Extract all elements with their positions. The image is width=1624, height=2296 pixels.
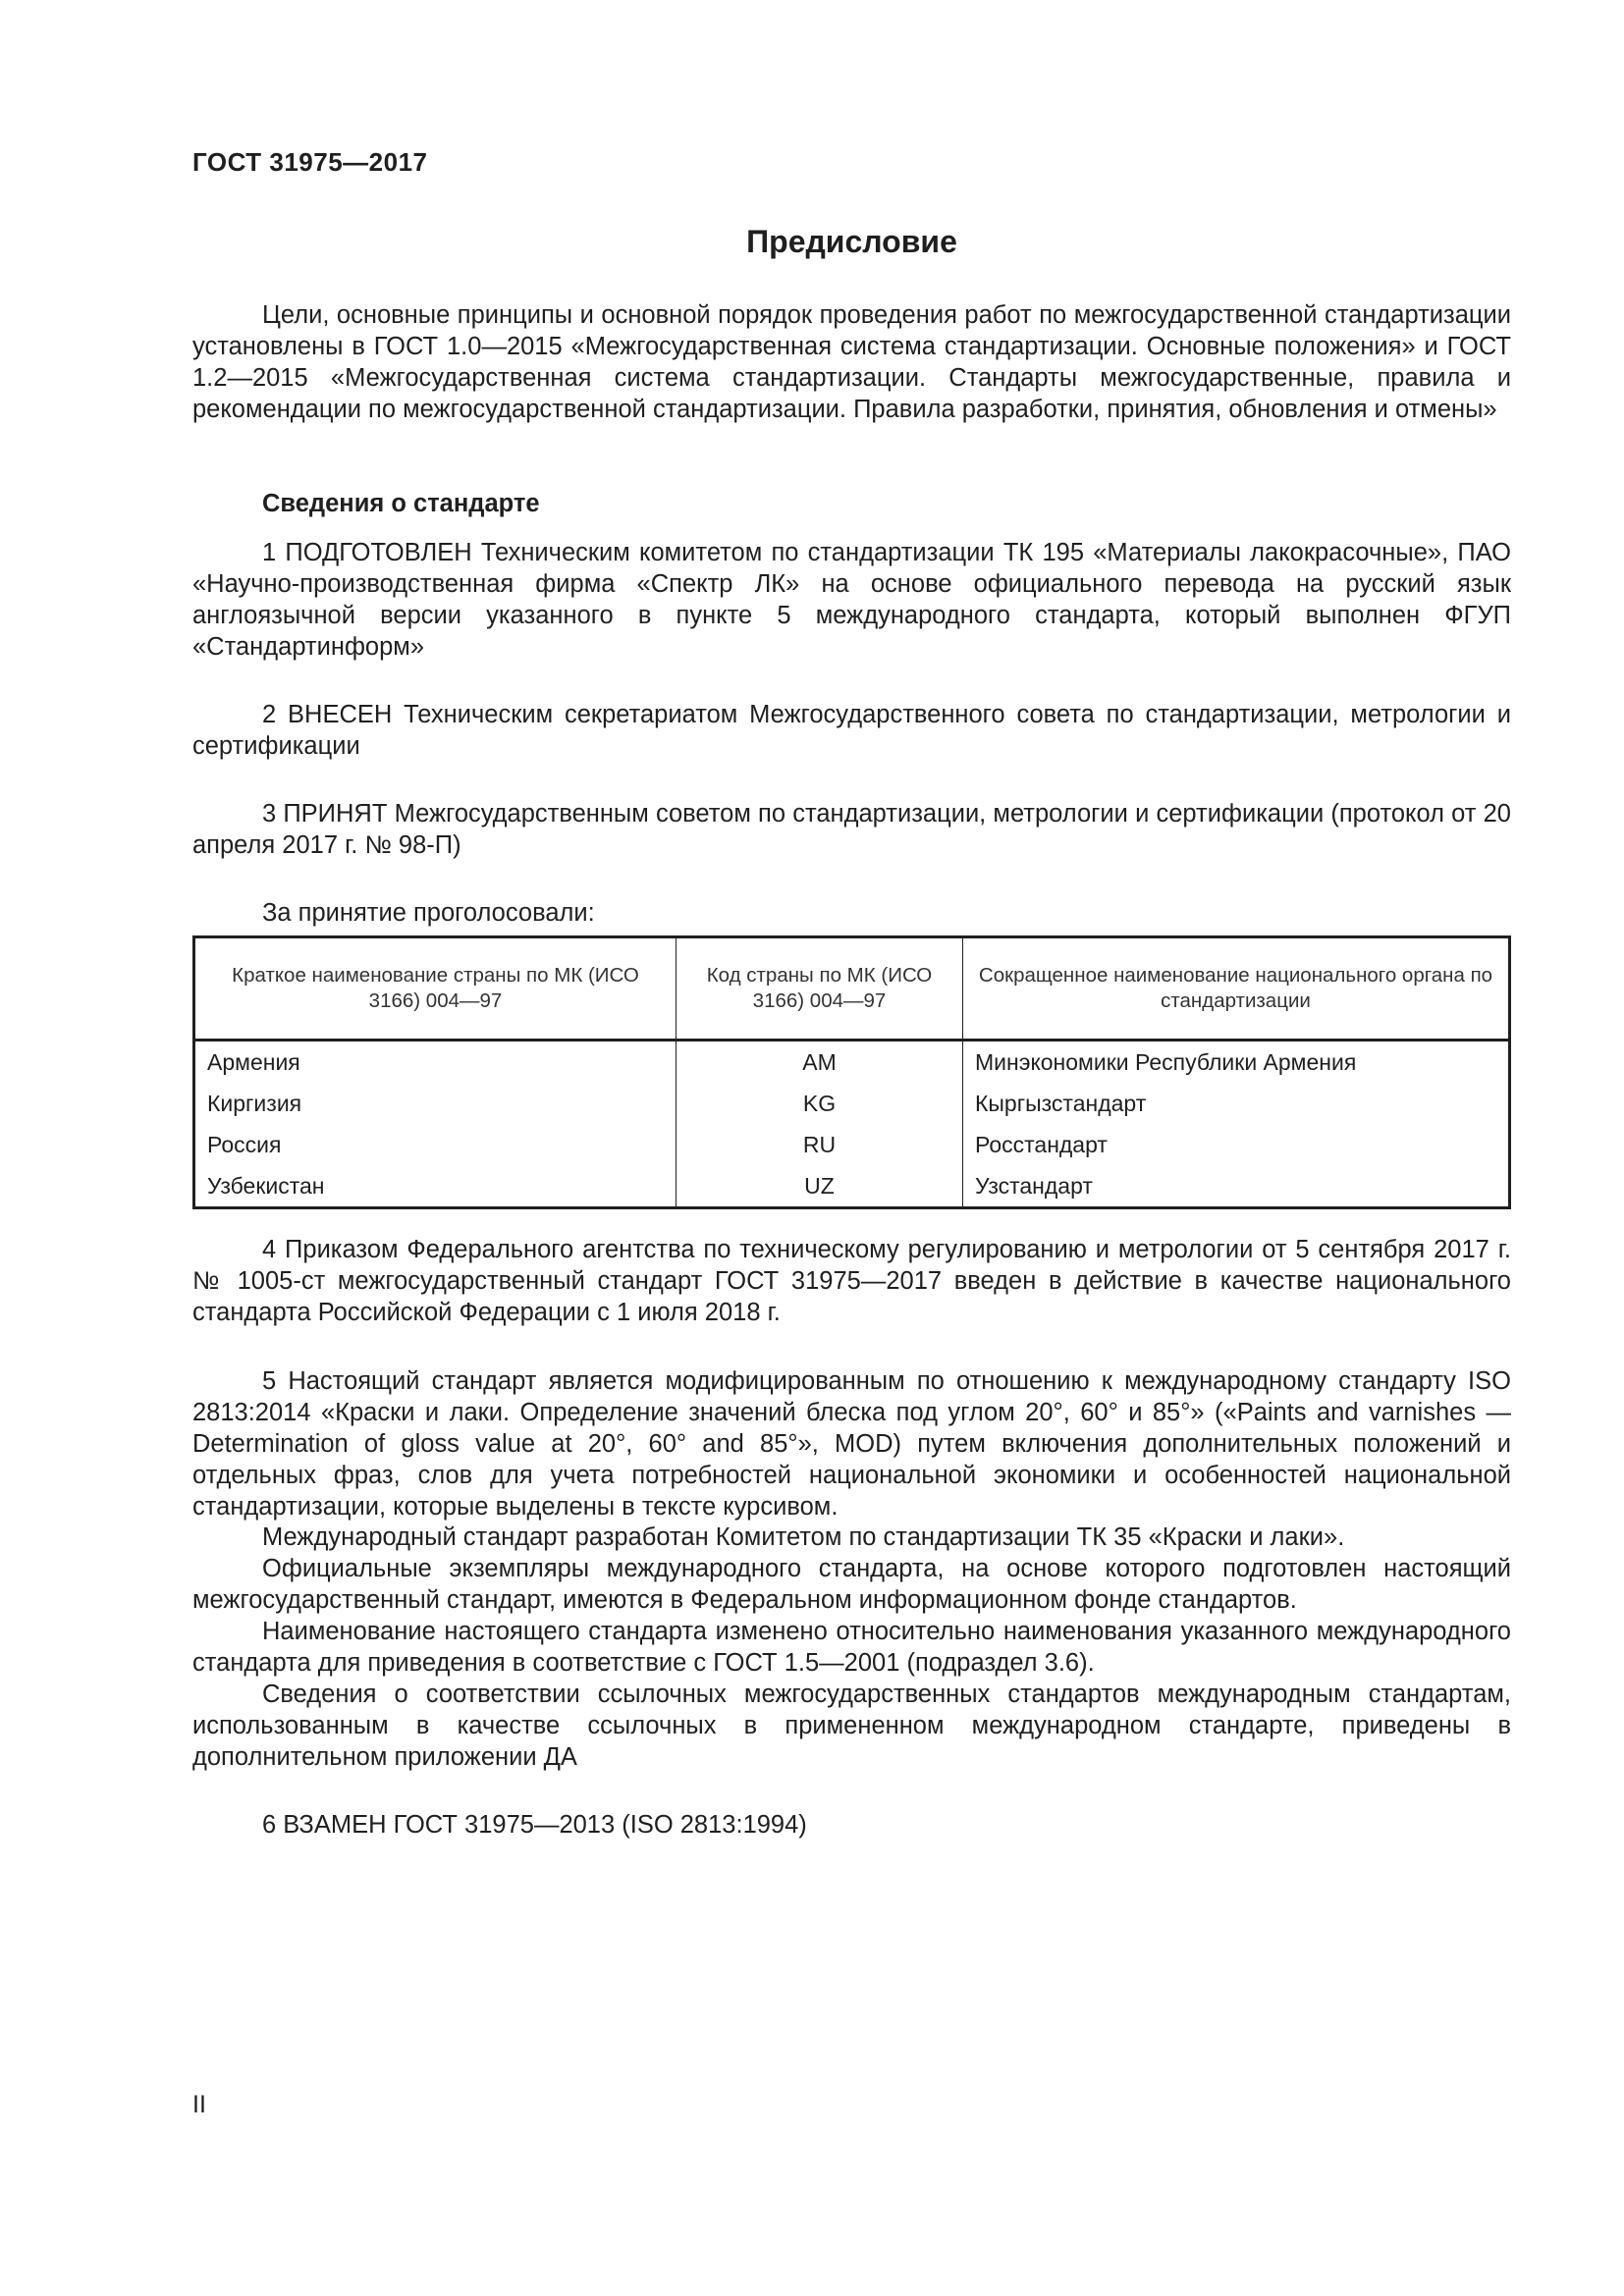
national-body: Кыргызстандарт [975,1091,1147,1116]
table-row [194,1083,1510,1124]
voting-table [192,935,1511,1209]
table-row [194,1041,1510,1084]
page-number: II [192,2091,206,2118]
item-5-title-change-paragraph: Наименование настоящего стандарта изменено относительно наименования указанного международного стандарта для приведения в соответствие с ГОСТ 1.5—2001 (подраздел 3.6). [192,1618,1511,1677]
table-header-code: Код страны по МК (ИСО 3166) 004—97 [677,937,963,1041]
item-2-paragraph: 2 ВНЕСЕН Техническим секретариатом Межгосударственного совета по стандартизации, метрологии и сертификации [192,701,1511,760]
national-body: Узстандарт [975,1173,1093,1199]
standard-number: ГОСТ 31975—2017 [192,147,428,177]
national-body: Росстандарт [975,1132,1108,1157]
intro-paragraph: Цели, основные принципы и основной порядок проведения работ по межгосударственной стандартизации установлены в ГОСТ 1.0—2015 «Межгосударственная система стандартизации. Основные положения» и ГОСТ 1.2—2015 «Межгосударственная система стандартизации. Стандарты межгосударственные, правила и рекомендации по межгосударственной стандартизации. Правила разработки, принятия, обновления и отмены» [192,301,1511,423]
table-header-country: Краткое наименование страны по МК (ИСО 3166) 004—97 [194,937,677,1041]
table-row [194,1165,1510,1208]
table-row [194,1124,1510,1165]
item-5-references-paragraph: Сведения о соответствии ссылочных межгосударственных стандартов международным стандартам, использованным в качестве ссылочных в примененном международном стандарте, приведены в дополнительном приложении ДА [192,1681,1511,1771]
item-5-committee-paragraph: Международный стандарт разработан Комитетом по стандартизации ТК 35 «Краски и лаки». [262,1523,1345,1551]
item-5-copies-paragraph: Официальные экземпляры международного стандарта, на основе которого подготовлен настоящий межгосударственный стандарт, имеются в Федеральном информационном фонде стандартов. [192,1555,1511,1614]
document-page [192,0,1511,2296]
country-name: Киргизия [194,1083,677,1124]
country-name: Армения [194,1041,677,1084]
item-6-paragraph: 6 ВЗАМЕН ГОСТ 31975—2013 (ISO 2813:1994) [262,1811,807,1839]
country-name: Россия [194,1124,677,1165]
country-code: KG [677,1083,963,1124]
item-3-paragraph: 3 ПРИНЯТ Межгосударственным советом по стандартизации, метрологии и сертификации (протокол от 20 апреля 2017 г. № 98-П) [192,800,1511,859]
country-code: UZ [677,1165,963,1208]
country-code: AM [677,1041,963,1084]
votes-label: За принятие проголосовали: [262,899,595,927]
info-heading: Сведения о стандарте [262,490,540,517]
table-header-body: Сокращенное наименование национального органа по стандартизации [963,937,1510,1041]
page-title: Предисловие [746,224,957,259]
item-5-paragraph: 5 Настоящий стандарт является модифицированным по отношению к международному стандарту ISO 2813:2014 «Краски и лаки. Определение значений блеска под углом 20°, 60° и 85°» («Paints and varnishes — Determination of gloss value at 20°, 60° and 85°», MOD) путем включения дополнительных положений и отдельных фраз, слов для учета потребностей национальной экономики и особенностей национальной стандартизации, которые выделены в тексте курсивом. [192,1367,1511,1521]
item-4-paragraph: 4 Приказом Федерального агентства по техническому регулированию и метрологии от 5 сентября 2017 г. № 1005-ст межгосударственный стандарт ГОСТ 31975—2017 введен в действие в качестве национального стандарта Российской Федерации с 1 июля 2018 г. [192,1236,1511,1326]
table-header-row [194,937,1510,1041]
national-body: Минэкономики Республики Армения [975,1049,1357,1075]
country-code: RU [677,1124,963,1165]
item-1-paragraph: 1 ПОДГОТОВЛЕН Техническим комитетом по стандартизации ТК 195 «Материалы лакокрасочные», ПАО «Научно-производственная фирма «Спектр ЛК» на основе официального перевода на русский язык англоязычной версии указанного в пункте 5 международного стандарта, который выполнен ФГУП «Стандартинформ» [192,539,1511,661]
country-name: Узбекистан [194,1165,677,1208]
